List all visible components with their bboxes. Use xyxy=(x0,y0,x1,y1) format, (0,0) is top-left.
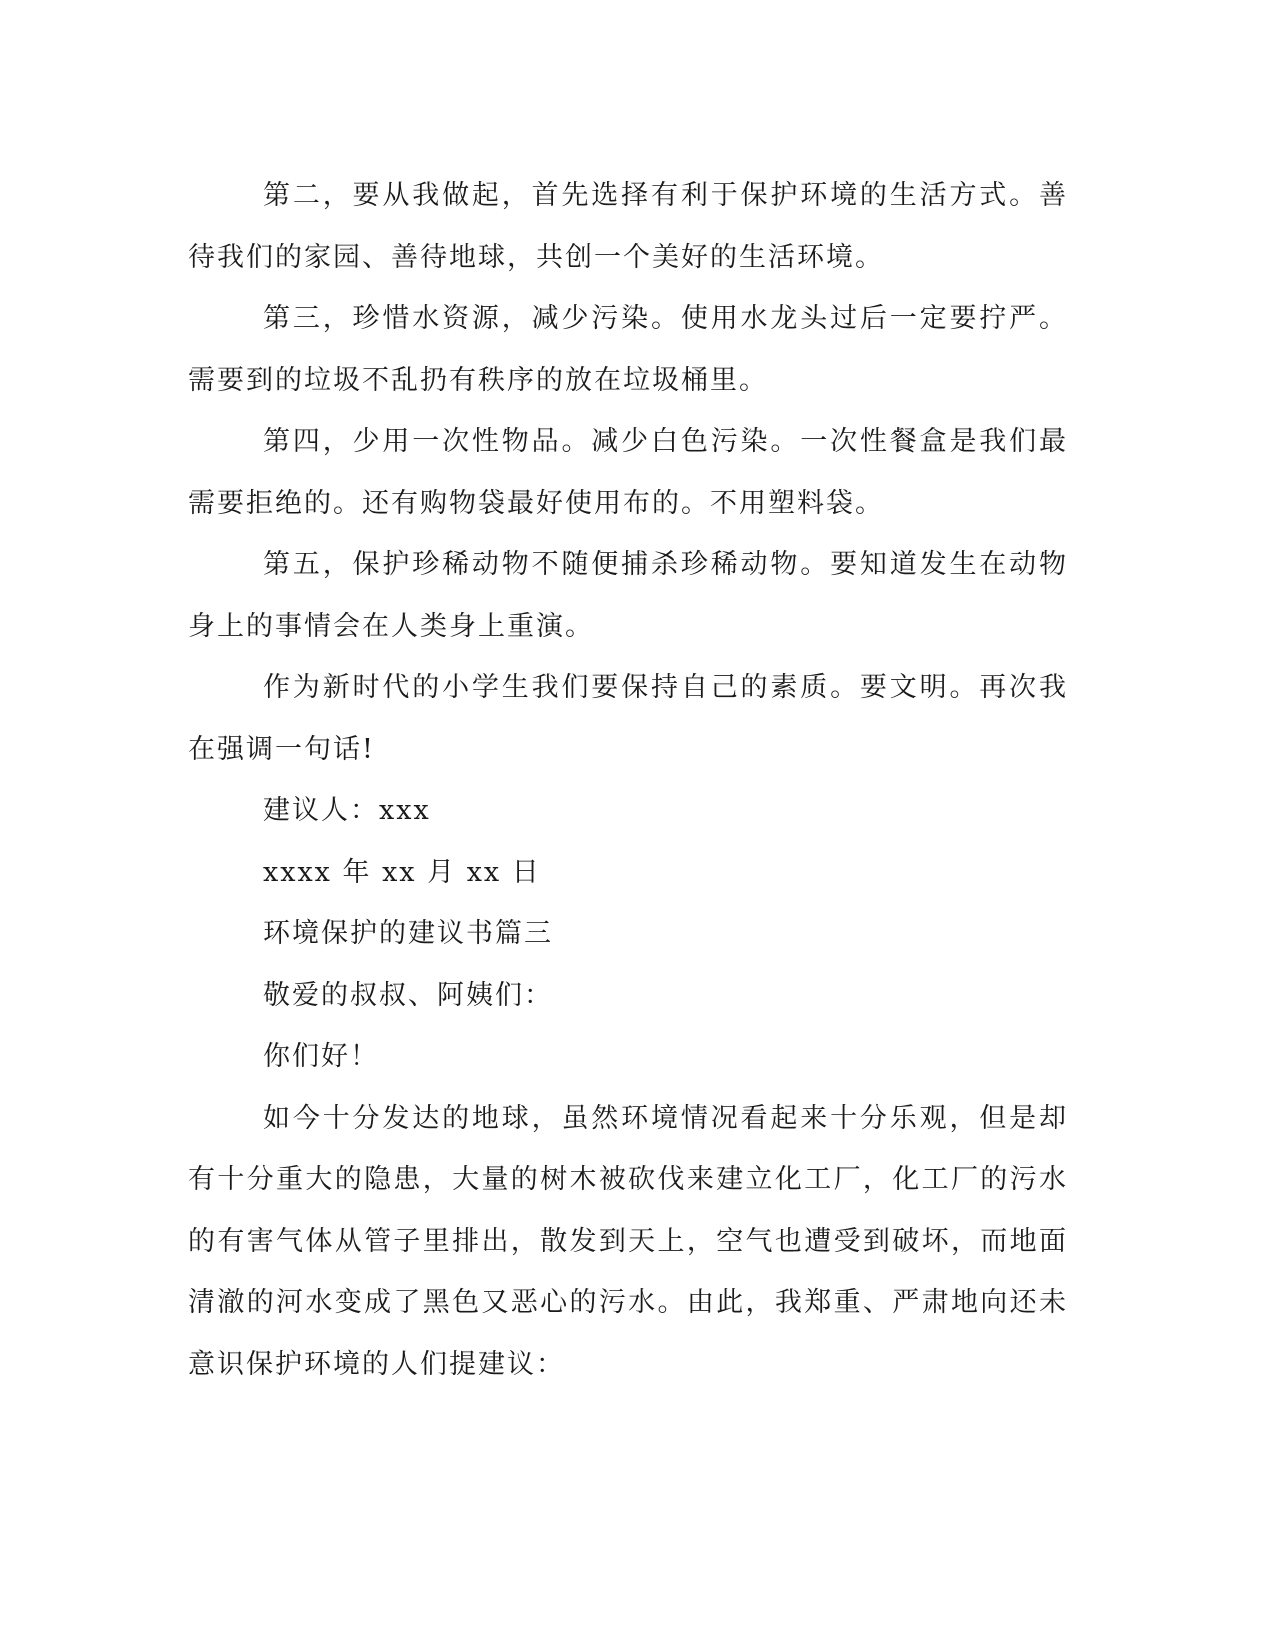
document-body xyxy=(188,165,1068,1395)
greeting: 你们好！ xyxy=(263,1041,379,1072)
salutation: 敬爱的叔叔、阿姨们： xyxy=(263,979,553,1011)
paragraph-conclusion: 作为新时代的小学生我们要保持自己的素质。要文明。再次我在强调一句话! xyxy=(188,672,1068,765)
paragraph-third: 第三，珍惜水资源，减少污染。使用水龙头过后一定要拧严。需要到的垃圾不乱扔有秩序的放在垃圾桶里。 xyxy=(188,303,1068,396)
paragraph-fourth: 第四，少用一次性物品。减少白色污染。一次性餐盒是我们最需要拒绝的。还有购物袋最好使用布的。不用塑料袋。 xyxy=(188,426,1068,519)
section-title: 环境保护的建议书篇三 xyxy=(263,918,553,949)
signature-line: 建议人：xxx xyxy=(263,795,431,826)
body-paragraph: 如今十分发达的地球，虽然环境情况看起来十分乐观，但是却有十分重大的隐患，大量的树木被砍伐来建立化工厂，化工厂的污水的有害气体从管子里排出，散发到天上，空气也遭受到破坏，而地面清澈的河水变成了黑色又恶心的污水。由此，我郑重、严肃地向还未意识保护环境的人们提建议： xyxy=(188,1102,1068,1380)
paragraph-fifth: 第五，保护珍稀动物不随便捕杀珍稀动物。要知道发生在动物身上的事情会在人类身上重演。 xyxy=(188,549,1068,642)
paragraph-second: 第二，要从我做起，首先选择有利于保护环境的生活方式。善待我们的家园、善待地球，共创一个美好的生活环境。 xyxy=(188,180,1068,273)
date-line: xxxx 年 xx 月 xx 日 xyxy=(263,856,541,888)
